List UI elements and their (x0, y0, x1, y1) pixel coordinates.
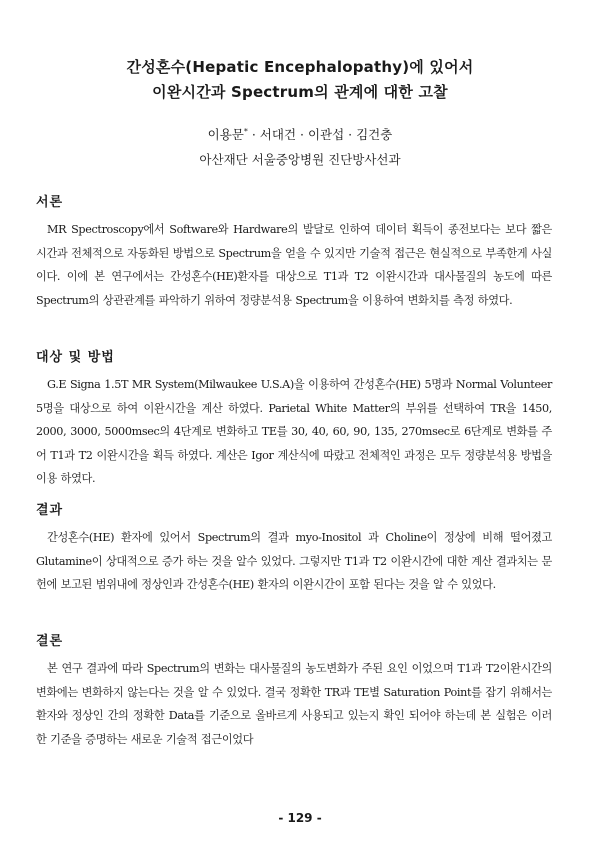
section-conclusion (36, 630, 552, 751)
section-body: 본 연구 결과에 따라 Spectrum의 변화는 대사물질의 농도변화가 주된 요인 이었으며 T1과 T2이완시간의 변화에는 변화하지 않는다는 것을 알 수 있었다. 결국 정확한 TR과 TE별 Saturation Point를 잡기 위해서는 환자와 정상인 간의 정확한 Data를 기준으로 올바르게 사용되고 있는지 확인 되어야 하는데 본 실험은 이러한 기준을 증명하는 새로운 기술적 접근이었다 (36, 662, 552, 746)
section-heading: 서론 (36, 195, 64, 210)
corresponding-author-mark: * (243, 126, 248, 136)
first-author: 이용문 (207, 127, 244, 142)
author-list (0, 125, 600, 143)
section-methods (36, 346, 552, 491)
co-authors: · 서대건 · 이관섭 · 김건충 (247, 127, 393, 142)
title-line-1: 간성혼수(Hepatic Encephalopathy)에 있어서 (126, 58, 474, 76)
section-body: MR Spectroscopy에서 Software와 Hardware의 발달로 인하여 데이터 획득이 종전보다는 보다 짧은 시간과 전체적으로 자동화된 방법으로 Spectrum을 얻을 수 있지만 기술적 접근은 현실적으로 부족한게 사실이다. 이에 본 연구에서는 간성혼수(HE)환자를 대상으로 T1과 T2 이완시간과 대사물질의 농도에 따른 Spectrum의 상관관계를 파악하기 위하여 정량분석용 Spectrum을 이용하여 변화치를 측정 하였다. (36, 223, 552, 307)
section-heading: 대상 및 방법 (36, 350, 115, 365)
page-number: - 129 - (278, 811, 322, 825)
section-introduction (36, 191, 552, 312)
title-line-2: 이완시간과 Spectrum의 관계에 대한 고찰 (152, 83, 448, 101)
section-body: 간성혼수(HE) 환자에 있어서 Spectrum의 결과 myo-Inositol 과 Choline이 정상에 비해 떨어졌고 Glutamine이 상대적으로 증가 하는 것을 알수 있었다. 그렇지만 T1과 T2 이완시간에 대한 계산 결과치는 문헌에 보고된 범위내에 정상인과 간성혼수(HE) 환자의 이완시간이 포함 된다는 것을 알 수 있었다. (36, 531, 552, 592)
section-body: G.E Signa 1.5T MR System(Milwaukee U.S.A)을 이용하여 간성혼수(HE) 5명과 Normal Volunteer 5명을 대상으로 하여 이완시간을 계산 하였다. Parietal White Matter의 부위를 선택하여 TR을 1450, 2000, 3000, 5000msec의 4단계로 변화하고 TE를 30, 40, 60, 90, 135, 270msec로 6단계로 변화를 주어 T1과 T2 이완시간을 획득 하였다. 계산은 Igor 계산식에 따랐고 전체적인 과정은 모두 정량분석용 방법을 이용 하였다. (36, 378, 552, 486)
section-results (36, 499, 552, 597)
affiliation: 아산재단 서울중앙병원 진단방사선과 (199, 152, 401, 167)
section-heading: 결론 (36, 634, 64, 649)
section-heading: 결과 (36, 503, 64, 518)
